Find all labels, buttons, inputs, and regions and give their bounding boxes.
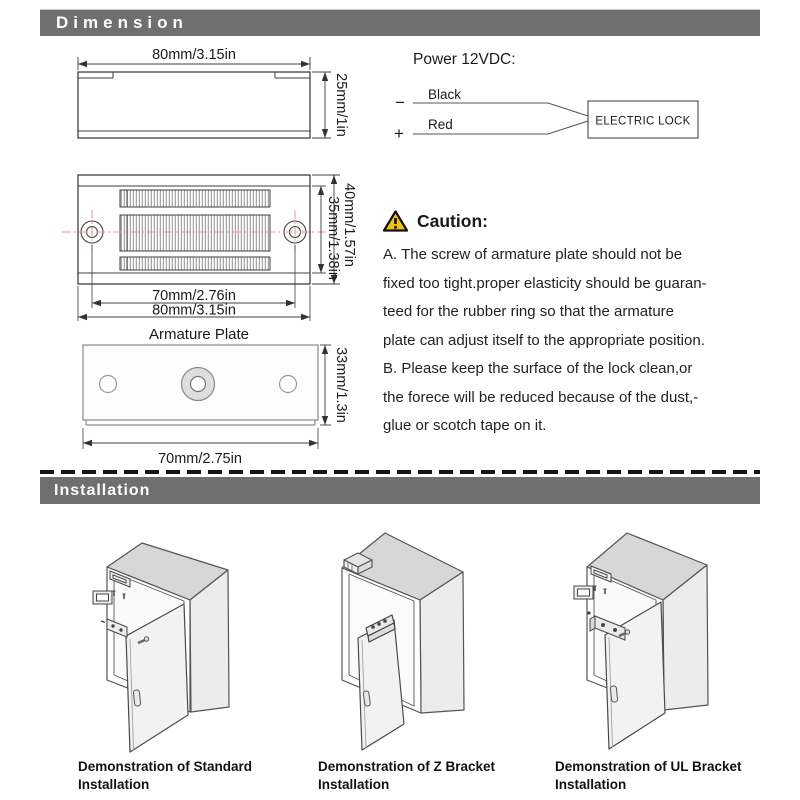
armature-plate-height-label: 33mm/1.3in — [333, 347, 349, 423]
face-view-hole-span-label: 70mm/2.76in — [152, 288, 236, 304]
figure-caption-standard — [78, 758, 252, 793]
caution-line: glue or scotch tape on it. — [383, 417, 547, 434]
caution-line: teed for the rubber ring so that the armature — [383, 303, 674, 320]
caption-line-2: Installation — [78, 776, 150, 792]
dimension-section-header — [40, 9, 760, 36]
electric-lock-label: ELECTRIC LOCK — [595, 115, 691, 128]
face-view-outer-height-label: 40mm/1.57in — [341, 183, 357, 267]
caution-title: Caution: — [417, 210, 488, 231]
negative-wire — [413, 103, 588, 116]
face-view-width-label: 80mm/3.15in — [152, 302, 236, 319]
armature-plate-width-label: 70mm/2.75in — [158, 451, 242, 467]
caution-paragraph — [383, 241, 800, 441]
figure-ul-bracket-installation — [543, 528, 725, 760]
face-view-inner-height-label: 35mm/1.38in — [325, 196, 341, 280]
caution-line: B. Please keep the surface of the lock clean,or — [383, 360, 693, 377]
installation-section-title: Installation — [54, 481, 151, 499]
caption-line-1: Demonstration of Standard — [78, 759, 253, 774]
caution-line: the forece will be reduced because of the dust,- — [383, 388, 699, 406]
negative-wire-label: Black — [428, 87, 462, 102]
installation-section-header — [40, 477, 760, 504]
caution-header — [383, 210, 800, 232]
figure-caption-z-bracket — [318, 758, 495, 793]
dimension-section-title: Dimension — [56, 13, 188, 32]
caption-line-2: Installation — [555, 776, 627, 792]
negative-sign: − — [395, 93, 405, 112]
caption-line-1: Demonstration of Z Bracket — [318, 759, 496, 774]
positive-wire-label: Red — [428, 117, 453, 132]
lock-side-view-drawing — [78, 57, 331, 138]
section-divider-dashed — [40, 468, 760, 476]
caption-line-2: Installation — [318, 776, 390, 792]
caution-block — [383, 210, 800, 441]
caution-line: plate can adjust itself to the appropriate position. — [383, 331, 705, 349]
caution-line: fixed too tight.proper elasticity should be guaran- — [383, 274, 707, 292]
figure-z-bracket-installation — [300, 528, 475, 760]
caption-line-1: Demonstration of UL Bracket — [555, 759, 742, 774]
side-view-width-label: 80mm/3.15in — [152, 47, 236, 63]
caution-line: A. The screw of armature plate should not be — [383, 246, 683, 263]
positive-sign: + — [394, 124, 404, 143]
armature-plate-drawing — [83, 345, 331, 449]
figure-caption-ul-bracket — [555, 758, 742, 793]
armature-plate-title: Armature Plate — [148, 326, 250, 343]
figure-standard-installation — [60, 535, 240, 760]
wiring-diagram — [380, 45, 710, 145]
wiring-title: Power 12VDC: — [413, 51, 516, 68]
dimension-drawings — [40, 40, 370, 470]
warning-triangle-icon — [383, 210, 408, 232]
side-view-height-label: 25mm/1in — [333, 73, 349, 137]
